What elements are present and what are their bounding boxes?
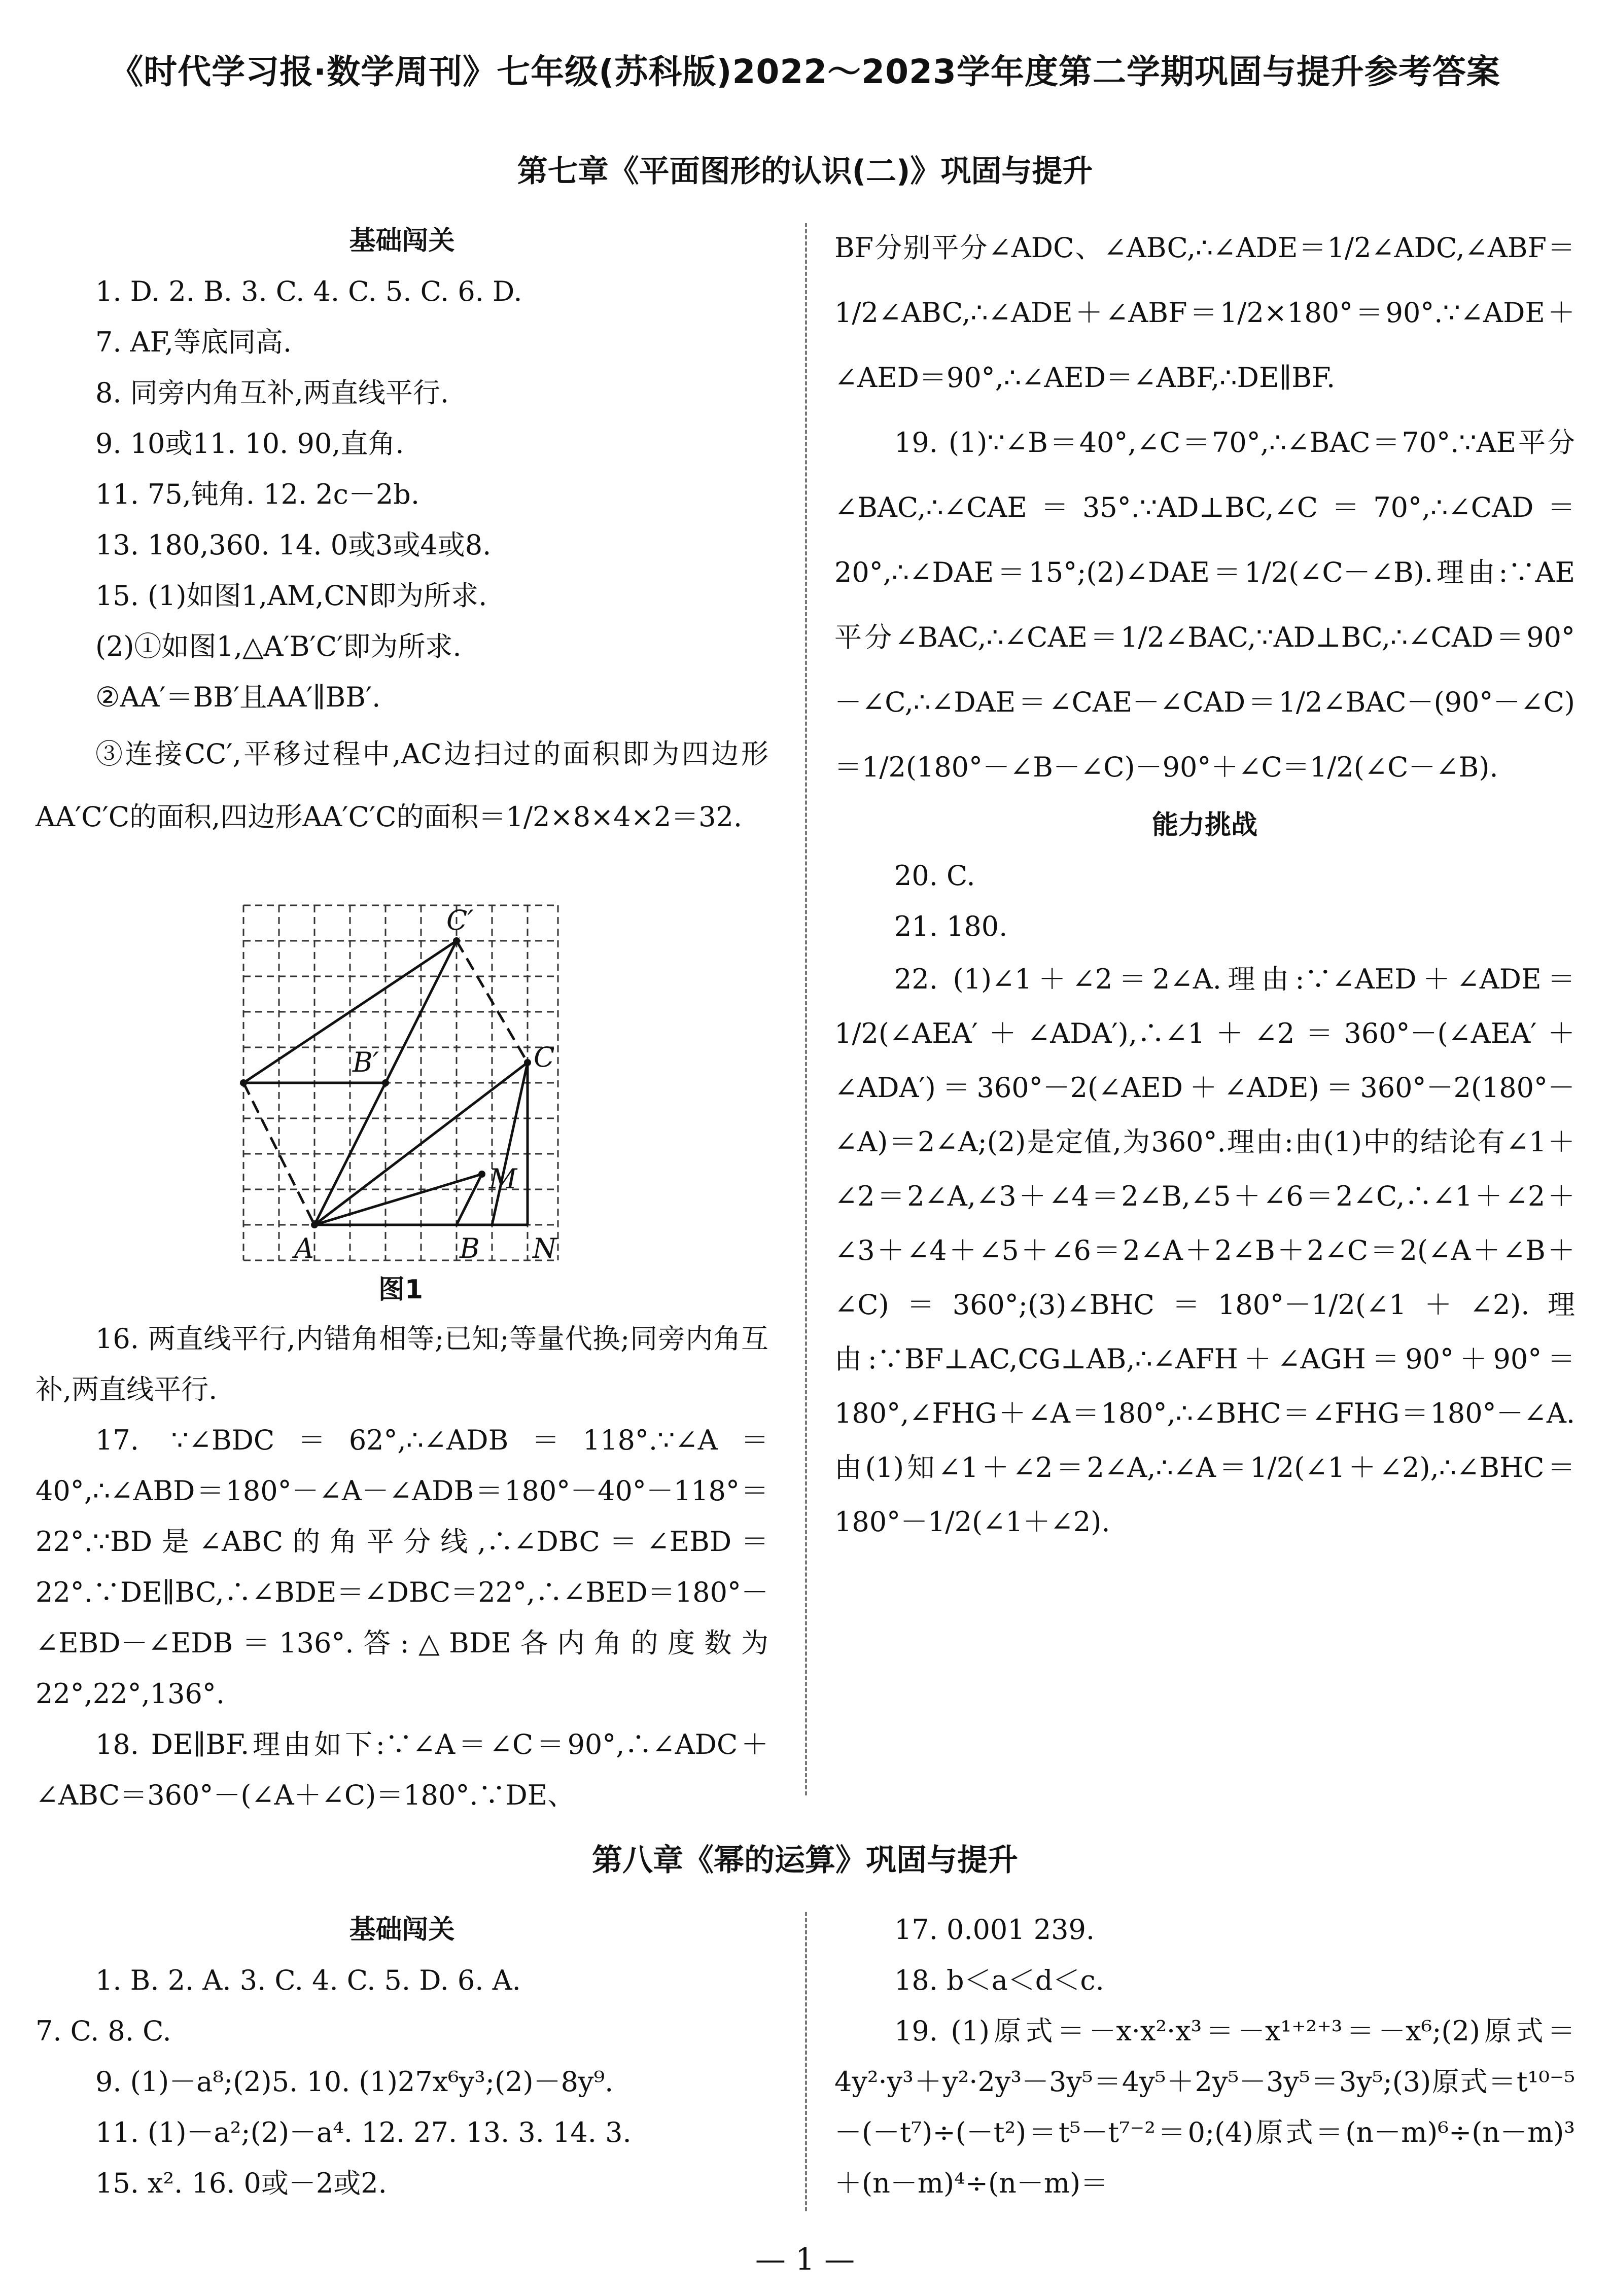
ability-heading: 能力挑战 [1151, 810, 1257, 840]
answer-paragraph: 16. 两直线平行,内错角相等;已知;等量代换;同旁内角互补,两直线平行. [36, 1323, 768, 1405]
answer-line: (2)①如图1,△A′B′C′即为所求. [95, 630, 462, 662]
answer-line: 1. D. 2. B. 3. C. 4. C. 5. C. 6. D. [95, 275, 522, 307]
figure-1-grid-diagram [238, 900, 563, 1265]
answer-line: 20. C. [894, 860, 975, 892]
chapter-8-left-column [36, 1904, 768, 2209]
column-divider [805, 1912, 807, 2211]
chapter-8-title: 第八章《幂的运算》巩固与提升 [592, 1843, 1018, 1878]
answer-line: 13. 180,360. 14. 0或3或4或8. [95, 529, 492, 561]
column-divider [805, 223, 807, 1795]
chapter-7-left-column-lower [36, 1314, 768, 1821]
figure-caption: 图1 [378, 1275, 424, 1305]
answer-line: 18. b＜a＜d＜c. [894, 1964, 1104, 1996]
answer-line: 9. (1)－a⁸;(2)5. 10. (1)27x⁶y³;(2)－8y⁹. [95, 2066, 614, 2098]
chapter-8-right-column [834, 1904, 1575, 2209]
point-label: C′ [446, 904, 474, 936]
answer-paragraph: 18. DE∥BF.理由如下:∵∠A＝∠C＝90°,∴∠ADC＋∠ABC＝360°－(∠A＋∠C)＝180°.∵DE、 [36, 1728, 768, 1811]
answer-paragraph: 19. (1)原式＝－x·x²·x³＝－x¹⁺²⁺³＝－x⁶;(2)原式＝4y²·y³＋y²·2y³－3y⁵＝4y⁵＋2y⁵－3y⁵＝3y⁵;(3)原式＝t¹⁰⁻⁵－(－t⁷)÷(－t²)＝t⁵－t⁷⁻²＝0;(4)原式＝(n－m)⁶÷(n－m)³＋(n－m)⁴÷(n－m)＝ [834, 2015, 1575, 2199]
answer-line: 9. 10或11. 10. 90,直角. [95, 428, 404, 460]
point-label: N [533, 1232, 557, 1264]
answer-paragraph: BF分别平分∠ADC、∠ABC,∴∠ADE＝1/2∠ADC,∠ABF＝1/2∠ABC,∴∠ADE＋∠ABF＝1/2×180°＝90°.∵∠ADE＋∠AED＝90°,∴∠AED＝∠ABF,∴DE∥BF. [834, 232, 1575, 394]
answer-line: 7. AF,等底同高. [95, 326, 292, 358]
answer-line: 11. (1)－a²;(2)－a⁴. 12. 27. 13. 3. 14. 3. [95, 2116, 632, 2148]
point-label: C [534, 1041, 555, 1073]
basic-heading: 基础闯关 [349, 226, 455, 256]
chapter-7-title: 第七章《平面图形的认识(二)》巩固与提升 [517, 154, 1093, 189]
answer-line: 1. B. 2. A. 3. C. 4. C. 5. D. 6. A. [95, 1964, 521, 1996]
answer-paragraph: ③连接CC′,平移过程中,AC边扫过的面积即为四边形AA′C′C的面积,四边形AA′C′C的面积＝1/2×8×4×2＝32. [36, 738, 768, 833]
basic-heading: 基础闯关 [349, 1915, 455, 1945]
answer-line: 11. 75,钝角. 12. 2c－2b. [95, 478, 419, 510]
point-label: B′ [353, 1046, 379, 1078]
chapter-7-left-column [36, 216, 768, 849]
answer-line: 15. (1)如图1,AM,CN即为所求. [95, 580, 487, 612]
answer-line: 7. C. 8. C. [36, 2015, 171, 2047]
answer-paragraph: 17. ∵∠BDC＝62°,∴∠ADB＝118°.∵∠A＝40°,∴∠ABD＝180°－∠A－∠ADB＝180°－40°－118°＝22°.∵BD是∠ABC的角平分线,∴∠DBC＝∠EBD＝22°.∵DE∥BC,∴∠BDE＝∠DBC＝22°,∴∠BED＝180°－∠EBD－∠EDB＝136°.答:△BDE各内角的度数为22°,22°,136°. [36, 1424, 768, 1710]
answer-line: 17. 0.001 239. [894, 1914, 1095, 1946]
page-title: 《时代学习报·数学周刊》七年级(苏科版)2022～2023学年度第二学期巩固与提升参考答案 [110, 52, 1500, 91]
point-label: B [460, 1232, 480, 1264]
point-label: A [294, 1232, 314, 1264]
chapter-7-right-column [834, 216, 1575, 1549]
answer-line: 21. 180. [894, 910, 1008, 942]
answer-line: 15. x². 16. 0或－2或2. [95, 2167, 387, 2199]
answer-paragraph: 22. (1)∠1＋∠2＝2∠A.理由:∵∠AED＋∠ADE＝1/2(∠AEA′＋∠ADA′),∴∠1＋∠2＝360°－(∠AEA′＋∠ADA′)＝360°－2(∠AED＋∠ADE)＝360°－2(180°－∠A)＝2∠A;(2)是定值,为360°.理由:由(1)中的结论有∠1＋∠2＝2∠A,∠3＋∠4＝2∠B,∠5＋∠6＝2∠C,∴∠1＋∠2＋∠3＋∠4＋∠5＋∠6＝2∠A＋2∠B＋2∠C＝2(∠A＋∠B＋∠C)＝360°;(3)∠BHC＝180°－1/2(∠1＋∠2).理由:∵BF⊥AC,CG⊥AB,∴∠AFH＋∠AGH＝90°＋90°＝180°,∠FHG＋∠A＝180°,∴∠BHC＝∠FHG＝180°－∠A.由(1)知∠1＋∠2＝2∠A,∴∠A＝1/2(∠1＋∠2),∴∠BHC＝180°－1/2(∠1＋∠2). [834, 963, 1575, 1538]
answer-paragraph: 19. (1)∵∠B＝40°,∠C＝70°,∴∠BAC＝70°.∵AE平分∠BAC,∴∠CAE＝35°.∵AD⊥BC,∠C＝70°,∴∠CAD＝20°,∴∠DAE＝15°;(2)∠DAE＝1/2(∠C－∠B).理由:∵AE平分∠BAC,∴∠CAE＝1/2∠BAC,∵AD⊥BC,∴∠CAD＝90°－∠C,∴∠DAE＝∠CAE－∠CAD＝1/2∠BAC－(90°－∠C)＝1/2(180°－∠B－∠C)－90°＋∠C＝1/2(∠C－∠B). [834, 427, 1575, 783]
answer-line: 8. 同旁内角互补,两直线平行. [95, 377, 449, 409]
point-label: M [489, 1163, 517, 1195]
page-number: — 1 — [755, 2242, 855, 2277]
answer-line: ②AA′＝BB′且AA′∥BB′. [95, 681, 381, 713]
